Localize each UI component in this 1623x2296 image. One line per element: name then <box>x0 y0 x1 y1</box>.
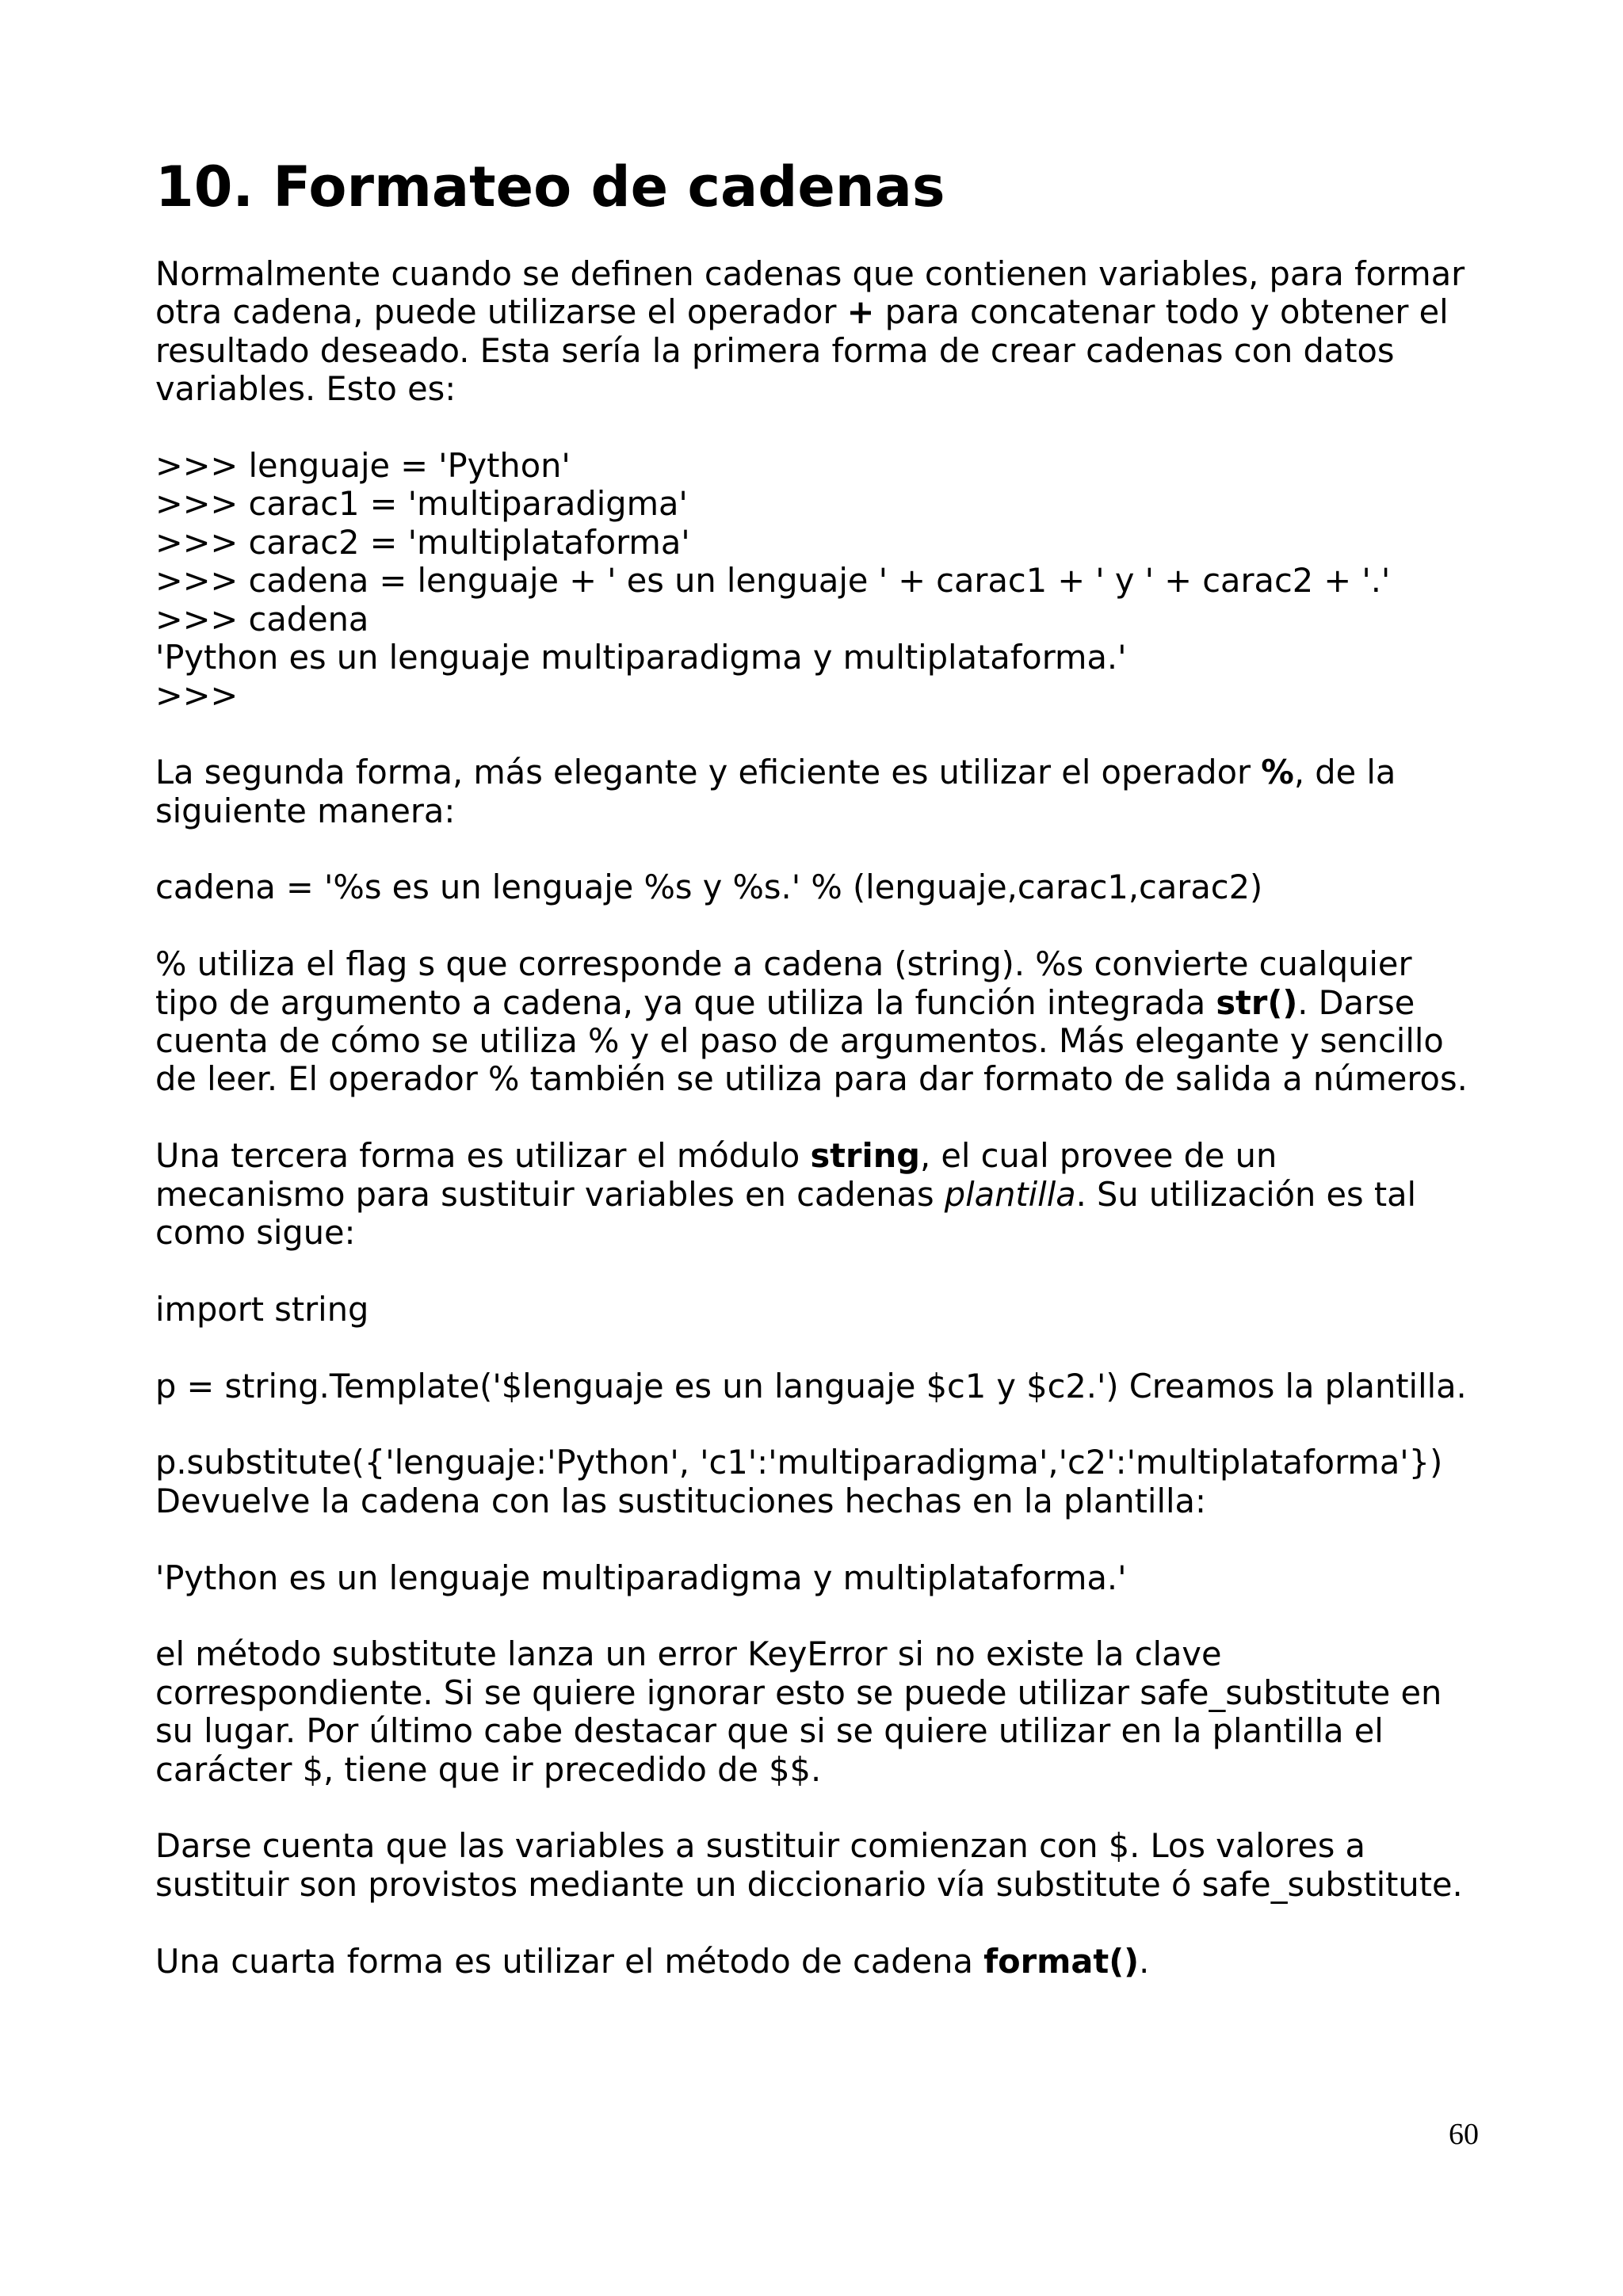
percent-format-code: cadena = '%s es un lenguaje %s y %s.' % (lenguaje,carac1,carac2) <box>155 868 1263 907</box>
section-title: 10. Formateo de cadenas <box>155 154 945 219</box>
text-run: La segunda forma, más elegante y eficiente es utilizar el operador <box>155 753 1262 792</box>
text-run: otra cadena, puede utilizarse el operador <box>155 292 847 332</box>
result-output: 'Python es un lenguaje multiparadigma y multiplataforma.' <box>155 1558 1127 1597</box>
paragraph-line: cuenta de cómo se utiliza % y el paso de argumentos. Más elegante y sencillo <box>155 1021 1444 1061</box>
paragraph-line: carácter $, tiene que ir precedido de $$. <box>155 1749 822 1789</box>
keyerror-paragraph <box>155 1635 1479 1789</box>
intro-line: Normalmente cuando se definen cadenas que contienen variables, para formar <box>155 254 1465 293</box>
substitute-paragraph <box>155 1444 1479 1520</box>
paragraph-line: Devuelve la cadena con las sustituciones hechas en la plantilla: <box>155 1481 1206 1520</box>
plus-operator: + <box>846 292 875 332</box>
intro-paragraph <box>155 255 1479 409</box>
text-run: . <box>1139 1941 1150 1981</box>
plantilla-term: plantilla <box>944 1174 1076 1214</box>
paragraph-line: su lugar. Por último cabe destacar que si se quiere utilizar en la plantilla el <box>155 1711 1384 1751</box>
code-line: >>> cadena = lenguaje + ' es un lenguaje ' + carac1 + ' y ' + carac2 + '.' <box>155 561 1391 601</box>
intro-line: resultado deseado. Esta sería la primera forma de crear cadenas con datos <box>155 330 1395 370</box>
text-run: tipo de argumento a cadena, ya que utiliza la función integrada <box>155 982 1216 1022</box>
percent-explanation-paragraph <box>155 945 1479 1099</box>
body-content <box>155 255 1479 1981</box>
percent-operator: % <box>1261 753 1294 792</box>
paragraph-line <box>155 984 1479 1022</box>
text-run: para concatenar todo y obtener el <box>874 292 1449 332</box>
second-method-paragraph <box>155 753 1479 830</box>
code-line: >>> lenguaje = 'Python' <box>155 446 571 486</box>
code-line: >>> carac1 = 'multiparadigma' <box>155 484 688 524</box>
paragraph-line <box>155 753 1479 791</box>
page-number: 60 <box>1449 2118 1479 2151</box>
intro-line: variables. Esto es: <box>155 369 456 409</box>
text-run: Una tercera forma es utilizar el módulo <box>155 1136 811 1176</box>
third-method-paragraph <box>155 1137 1479 1252</box>
text-run: , de la <box>1293 753 1396 792</box>
code-line: 'Python es un lenguaje multiparadigma y multiplataforma.' <box>155 638 1127 677</box>
interpreter-example <box>155 447 1479 715</box>
code-line: >>> cadena <box>155 599 369 639</box>
text-run: . Su utilización es tal <box>1075 1174 1417 1214</box>
substitute-code: p.substitute({'lenguaje:'Python', 'c1':'multiparadigma','c2':'multiplataforma'}) <box>155 1443 1443 1482</box>
paragraph-line: como sigue: <box>155 1213 356 1253</box>
str-function: str() <box>1216 982 1298 1022</box>
document-page <box>155 149 1479 1981</box>
variables-note-paragraph <box>155 1827 1479 1904</box>
paragraph-line: sustituir son provistos mediante un diccionario vía substitute ó safe_substitute. <box>155 1864 1463 1904</box>
template-code: p = string.Template('$lenguaje es un languaje $c1 y $c2.') Creamos la plantilla. <box>155 1366 1467 1405</box>
import-code: import string <box>155 1289 369 1329</box>
text-run: , el cual provee de un <box>919 1136 1277 1176</box>
intro-line <box>155 293 1479 331</box>
string-module: string <box>810 1136 920 1176</box>
paragraph-line: el método substitute lanza un error KeyError si no existe la clave <box>155 1634 1222 1674</box>
text-run: mecanismo para sustituir variables en cadenas <box>155 1174 945 1214</box>
paragraph-line <box>155 1176 1479 1214</box>
text-run: . Darse <box>1297 982 1415 1022</box>
code-line: >>> <box>155 676 239 715</box>
paragraph-line: Darse cuenta que las variables a sustituir comienzan con $. Los valores a <box>155 1826 1365 1866</box>
text-run: Una cuarta forma es utilizar el método de cadena <box>155 1941 984 1981</box>
paragraph-line: de leer. El operador % también se utiliza para dar formato de salida a números. <box>155 1059 1468 1099</box>
paragraph-line: % utiliza el flag s que corresponde a cadena (string). %s convierte cualquier <box>155 944 1412 984</box>
code-line: >>> carac2 = 'multiplataforma' <box>155 522 690 562</box>
paragraph-line: siguiente manera: <box>155 791 456 830</box>
fourth-method-paragraph <box>155 1943 1479 1981</box>
format-method: format() <box>983 1941 1140 1981</box>
paragraph-line <box>155 1137 1479 1175</box>
paragraph-line: correspondiente. Si se quiere ignorar esto se puede utilizar safe_substitute en <box>155 1672 1442 1712</box>
